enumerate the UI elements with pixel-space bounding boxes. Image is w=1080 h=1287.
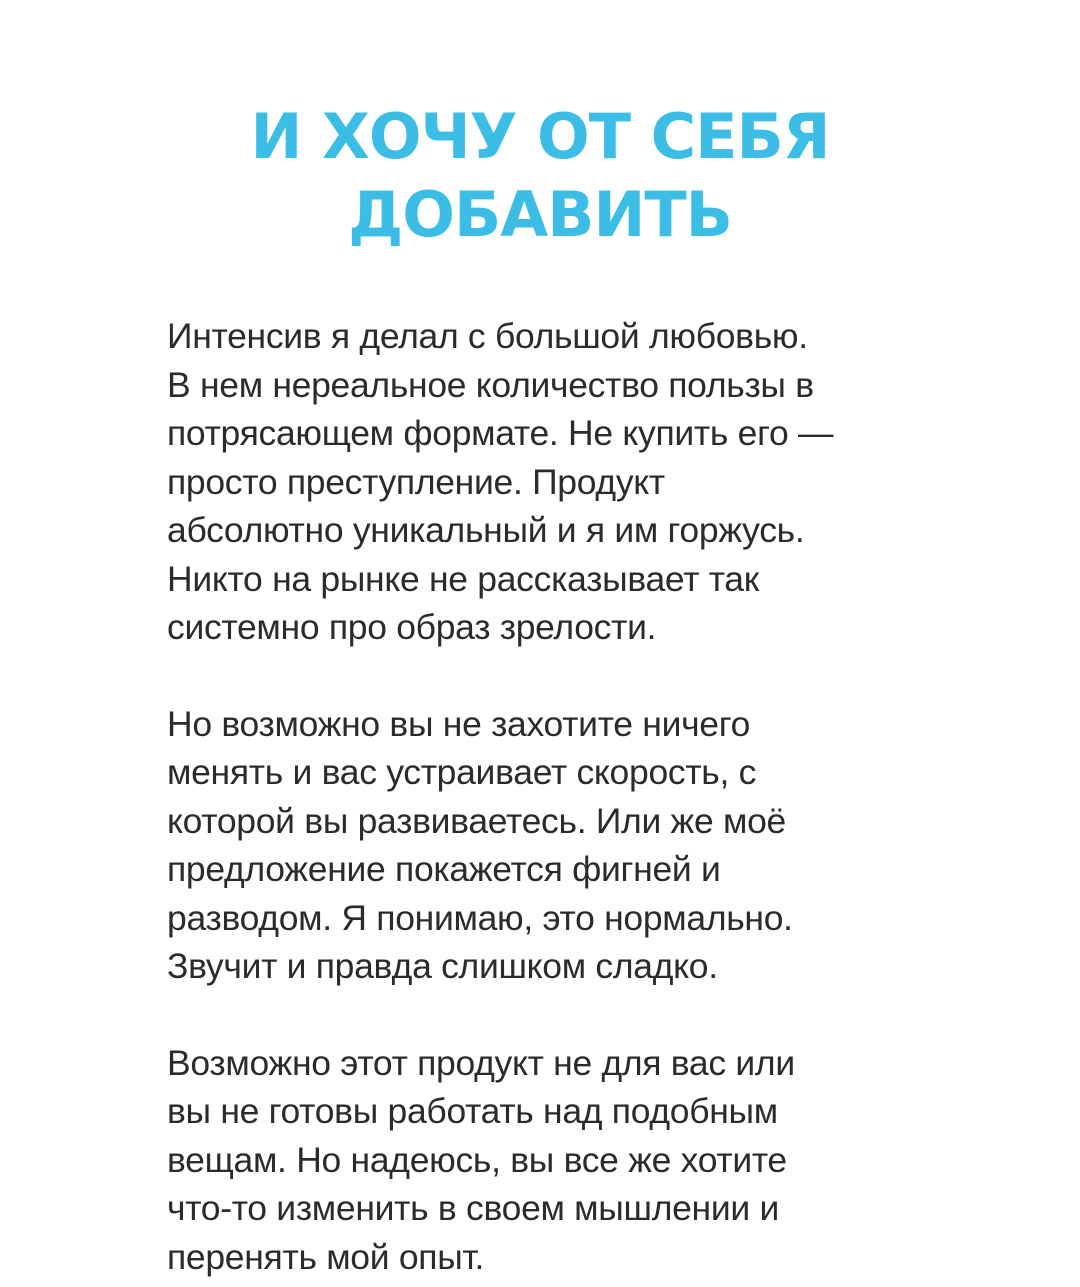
text-line: Но возможно вы не захотите ничего (167, 703, 751, 744)
text-line: В нем нереальное количество пользы в (167, 364, 814, 405)
page-title-line-2: ДОБАВИТЬ (348, 178, 732, 251)
text-line: Никто на рынке не рассказывает так (167, 558, 759, 599)
body-text (167, 312, 927, 1281)
text-line: перенять мой опыт. (167, 1236, 485, 1277)
text-line: Звучит и правда слишком сладко. (167, 946, 718, 986)
text-line: менять и вас устраивает скорость, с (167, 752, 757, 792)
text-line: что-то изменить в своем мышлении и (167, 1188, 780, 1228)
page-title (0, 98, 1080, 254)
text-line: абсолютно уникальный и я им горжусь. (167, 510, 805, 550)
text-line: которой вы развиваетесь. Или же моё (167, 800, 786, 841)
paragraph-1 (167, 312, 927, 652)
paragraph-3 (167, 1039, 927, 1282)
text-line: разводом. Я понимаю, это нормально. (167, 897, 793, 938)
text-line: вещам. Но надеюсь, вы все же хотите (167, 1139, 787, 1180)
text-line: потрясающем формате. Не купить его — (167, 413, 834, 453)
text-line: Интенсив я делал с большой любовью. (167, 316, 808, 356)
text-line: просто преступление. Продукт (167, 461, 665, 502)
paragraph-2 (167, 700, 927, 991)
page-title-line-1: И ХОЧУ ОТ СЕБЯ (250, 100, 830, 173)
text-line: системно про образ зрелости. (167, 607, 657, 647)
text-line: вы не готовы работать над подобным (167, 1091, 778, 1131)
text-line: Возможно этот продукт не для вас или (167, 1042, 795, 1083)
text-line: предложение покажется фигней и (167, 849, 721, 889)
